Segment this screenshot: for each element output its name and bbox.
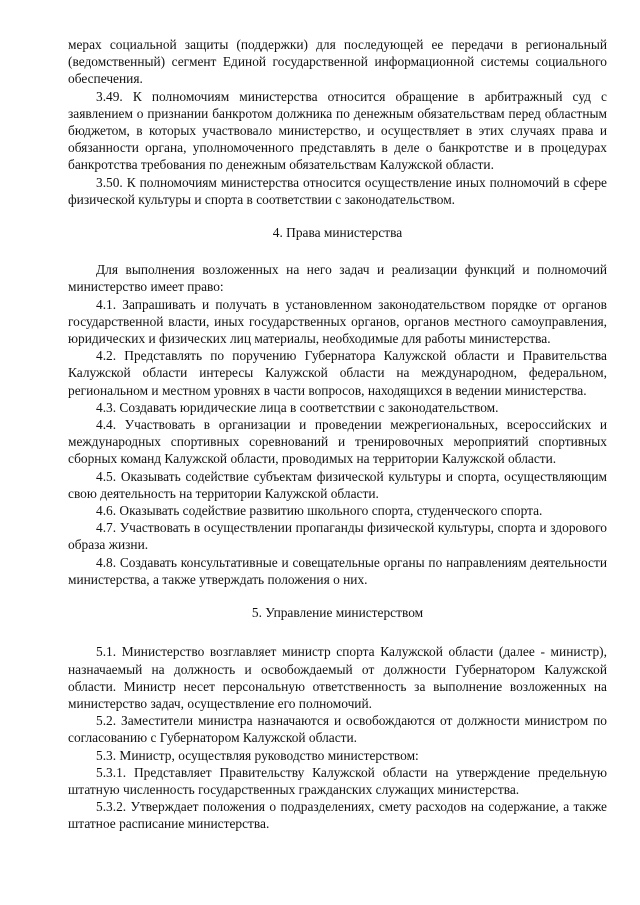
section-4-item: 4.7. Участвовать в осуществлении пропаганды физической культуры, спорта и здорового образа жизни. bbox=[68, 520, 607, 553]
paragraph-3-49: 3.49. К полномочиям министерства относится обращение в арбитражный суд с заявлением о признании банкротом должника по денежным обязательствам перед областным бюджетом, в которых участвовало министерство, и осуществляет в этих случаях права и обязанности органа, уполномоченного представлять в деле о банкротстве и в процедурах банкротства требования по денежным обязательствам Калужской области. bbox=[68, 88, 607, 173]
section-4-item: 4.5. Оказывать содействие субъектам физической культуры и спорта, осуществляющим свою деятельность на территории Калужской области. bbox=[68, 468, 607, 501]
paragraph-3-50: 3.50. К полномочиям министерства относится осуществление иных полномочий в сфере физической культуры и спорта в соответствии с законодательством. bbox=[68, 174, 607, 207]
section-5-title: 5. Управление министерством bbox=[251, 605, 424, 621]
section-4-item: 4.6. Оказывать содействие развитию школьного спорта, студенческого спорта. bbox=[96, 503, 543, 519]
section-4-item: 4.4. Участвовать в организации и проведении межрегиональных, всероссийских и международных спортивных соревнований и тренировочных мероприятий спортивных сборных команд Калужской области, проводимых на территории Калужской области. bbox=[68, 417, 607, 467]
section-4-item: 4.1. Запрашивать и получать в установленном законодательством порядке от органов государственной власти, иных государственных органов, органов местного самоуправления, юридических и физических лиц материалы, необходимые для работы министерства. bbox=[68, 296, 607, 347]
section-5-item: 5.1. Министерство возглавляет министр спорта Калужской области (далее - министр), назначаемый на должность и освобождаемый от должности Губернатором Калужской области. Министр несет персональную ответственность за выполнение возложенных на министерство задач, осуществление его полномочий. bbox=[68, 644, 607, 711]
section-4-title: 4. Права министерства bbox=[272, 225, 403, 241]
section-4-item: 4.3. Создавать юридические лица в соответствии с законодательством. bbox=[96, 399, 499, 415]
section-5-item: 5.3. Министр, осуществляя руководство министерством: bbox=[96, 747, 419, 763]
document-page bbox=[68, 36, 607, 833]
section-4-item: 4.2. Представлять по поручению Губернатора Калужской области и Правительства Калужской области интересы Калужской области на международном, федеральном, региональном и местном уровнях в части вопросов, находящихся в ведении министерства. bbox=[68, 348, 607, 398]
continuation-paragraph: мерах социальной защиты (поддержки) для последующей ее передачи в региональный (ведомственный) сегмент Единой государственной информационной системы социального обеспечения. bbox=[68, 37, 607, 87]
section-5-item: 5.3.1. Представляет Правительству Калужской области на утверждение предельную штатную численность государственных гражданских служащих министерства. bbox=[68, 764, 607, 797]
section-4-intro: Для выполнения возложенных на него задач и реализации функций и полномочий министерство имеет право: bbox=[68, 262, 607, 295]
section-4-item: 4.8. Создавать консультативные и совещательные органы по направлениям деятельности министерства, а также утверждать положения о них. bbox=[68, 554, 607, 587]
section-5-item: 5.2. Заместители министра назначаются и освобождаются от должности министром по согласованию с Губернатором Калужской области. bbox=[68, 713, 607, 746]
section-5-item: 5.3.2. Утверждает положения о подразделениях, смету расходов на содержание, а также штатное расписание министерства. bbox=[68, 799, 607, 832]
